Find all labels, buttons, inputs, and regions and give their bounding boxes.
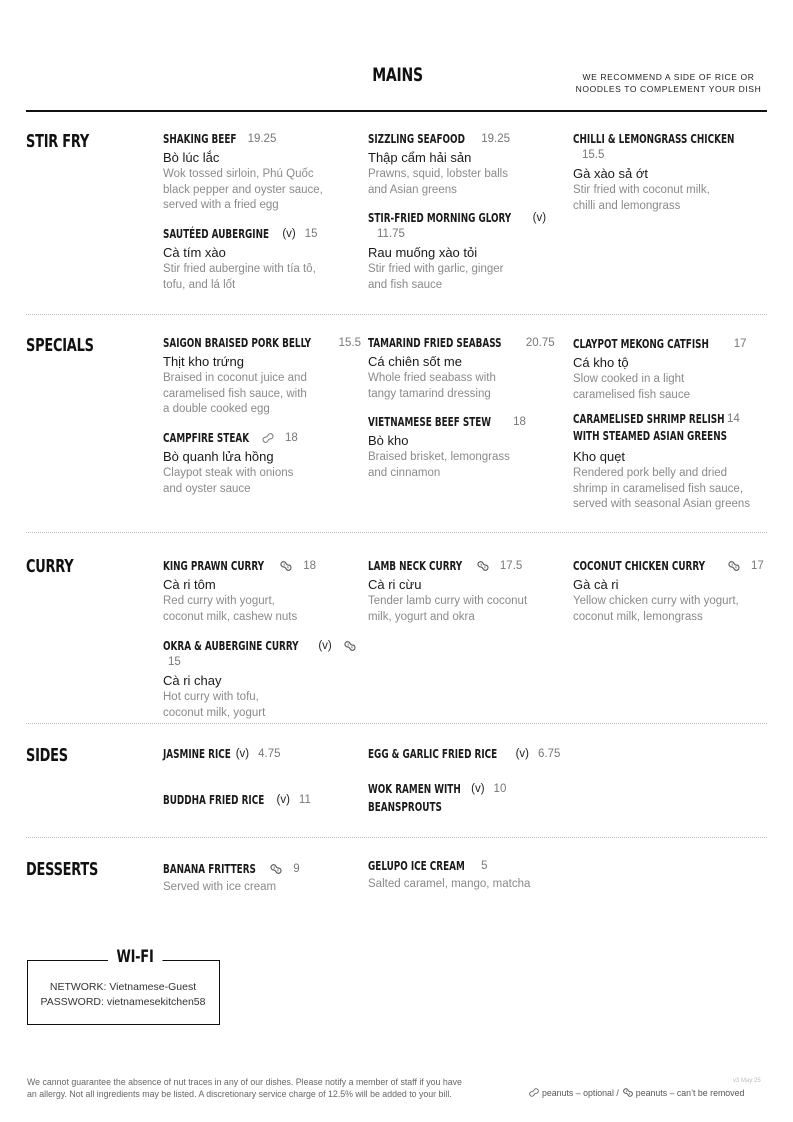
dish-price: 15.5 (582, 149, 605, 161)
vegetarian-mark: (v) (318, 640, 332, 652)
dish-name: CAMPFIRE STEAK (163, 431, 250, 445)
dish-description (573, 183, 773, 214)
dish-name: SAIGON BRAISED PORK BELLY (163, 336, 312, 350)
dish-morning-glory (368, 210, 578, 293)
peanut-filled-icon (278, 560, 294, 572)
dish-name: TAMARIND FRIED SEABASS (368, 336, 502, 350)
vegetarian-mark: (v) (282, 228, 296, 240)
dish-name: SAUTÉED AUBERGINE (163, 227, 270, 241)
dish-price: 20.75 (525, 337, 555, 349)
dish-price: 19.25 (481, 133, 510, 145)
desc-line: caramelised fish sauce, with (163, 387, 307, 400)
desc-line: Salted caramel, mango, matcha (368, 878, 531, 890)
desc-line: caramelised fish sauce (573, 388, 690, 401)
dish-description (368, 371, 568, 402)
dish-description (368, 594, 578, 625)
dish-wok-ramen (368, 781, 568, 815)
header-rule (26, 110, 767, 112)
peanut-legend (527, 1087, 744, 1098)
dish-description (163, 690, 363, 721)
peanut-outline-icon (527, 1087, 541, 1098)
desc-line: coconut milk, cashew nuts (163, 610, 298, 623)
dish-description (368, 450, 568, 481)
desc-line: Tender lamb curry with coconut (368, 595, 528, 607)
dish-name: LAMB NECK CURRY (368, 559, 463, 573)
dish-name: GELUPO ICE CREAM (368, 859, 465, 873)
dish-viet-name: Gà cà ri (573, 577, 619, 592)
wifi-password: PASSWORD: vietnamesekitchen58 (40, 996, 206, 1008)
dish-price: 18 (285, 432, 298, 444)
dish-viet-name: Cà ri cừu (368, 577, 422, 592)
legend-required: peanuts – can’t be removed (635, 1087, 745, 1098)
dish-lamb-neck-curry (368, 558, 578, 625)
dish-viet-name: Bò quanh lửa hồng (163, 449, 274, 464)
dish-name: CHILLI & LEMONGRASS CHICKEN (573, 132, 735, 146)
section-title-specials: SPECIALS (26, 335, 94, 356)
vegetarian-mark: (v) (515, 748, 529, 760)
legend-optional: peanuts – optional / (542, 1087, 619, 1098)
dish-campfire-steak (163, 430, 363, 497)
dish-price: 17 (751, 560, 764, 572)
desc-line: and Asian greens (368, 183, 457, 196)
dish-description (573, 466, 773, 513)
dish-banana-fritters (163, 861, 363, 896)
allergy-note-line-1: We cannot guarantee the absence of nut traces in any of our dishes. Please notify a member of staff if you have (27, 1077, 462, 1087)
dish-name: STIR-FRIED MORNING GLORY (368, 211, 512, 225)
section-divider (26, 723, 767, 724)
dish-sizzling-seafood (368, 131, 568, 198)
section-title-curry: CURRY (26, 556, 74, 577)
dish-price: 15 (168, 656, 181, 668)
desc-line: Yellow chicken curry with yogurt, (573, 595, 739, 607)
dish-description (163, 262, 363, 293)
dish-shrimp-relish (573, 412, 773, 513)
dish-name: OKRA & AUBERGINE CURRY (163, 639, 299, 653)
allergy-note-line-2: an allergy. Not all ingredients may be listed. A discretionary service charge of 12.5% will be added to your bill. (27, 1089, 452, 1099)
dish-description (368, 877, 568, 893)
dish-description (573, 594, 773, 625)
dish-mekong-catfish (573, 336, 773, 403)
dish-price: 17 (733, 338, 747, 350)
dish-name: KING PRAWN CURRY (163, 559, 265, 573)
dish-viet-name: Kho quẹt (573, 449, 626, 464)
desc-line: served with seasonal Asian greens (573, 498, 751, 510)
dish-price: 4.75 (258, 748, 281, 760)
desc-line: Stir fried with garlic, ginger (368, 263, 504, 275)
dish-buddha-fried-rice (163, 792, 363, 808)
desc-line: milk, yogurt and okra (368, 610, 475, 623)
dish-name: CLAYPOT MEKONG CATFISH (573, 337, 709, 351)
dish-price: 6.75 (537, 748, 561, 760)
section-title-stir-fry: STIR FRY (26, 131, 89, 152)
desc-line: black pepper and oyster sauce, (163, 183, 323, 196)
dish-name-line-1: CARAMELISED SHRIMP RELISH (573, 412, 725, 426)
desc-line: tangy tamarind dressing (368, 387, 491, 400)
vegetarian-mark: (v) (532, 212, 547, 224)
dish-price: 5 (481, 860, 488, 872)
dish-egg-garlic-fried-rice (368, 746, 568, 762)
dish-description (163, 880, 363, 896)
dish-price: 18 (513, 416, 526, 428)
dish-coconut-chicken-curry (573, 558, 773, 625)
desc-line: Red curry with yogurt, (163, 595, 275, 607)
dish-viet-name: Bò kho (368, 433, 409, 448)
dish-okra-aubergine-curry (163, 638, 363, 721)
dish-viet-name: Cà ri chay (163, 673, 222, 688)
peanut-filled-icon (726, 560, 742, 572)
desc-line: Prawns, squid, lobster balls (368, 168, 508, 180)
dish-price: 14 (727, 413, 740, 425)
dish-chilli-lemongrass-chicken (573, 131, 773, 214)
desc-line: and oyster sauce (163, 482, 251, 495)
dish-viet-name: Cà ri tôm (163, 577, 216, 592)
dish-saigon-pork-belly (163, 335, 363, 418)
peanut-filled-icon (342, 640, 358, 652)
desc-line: shrimp in caramelised fish sauce, (573, 482, 744, 495)
dish-description (163, 167, 363, 214)
dish-gelupo-ice-cream (368, 858, 568, 893)
dish-shaking-beef (163, 131, 363, 214)
desc-line: coconut milk, yogurt (163, 706, 266, 719)
section-title-desserts: DESSERTS (26, 859, 99, 880)
recommend-note (566, 71, 771, 95)
vegetarian-mark: (v) (471, 783, 485, 795)
desc-line: coconut milk, lemongrass (573, 610, 703, 623)
desc-line: Rendered pork belly and dried (573, 467, 728, 479)
dish-price: 11.75 (377, 228, 405, 240)
dish-price: 19.25 (247, 133, 277, 145)
dish-viet-name: Cá kho tộ (573, 355, 629, 370)
peanut-filled-icon (475, 560, 491, 572)
dish-head (573, 412, 773, 446)
dish-name: JASMINE RICE (163, 747, 231, 761)
dish-tamarind-seabass (368, 335, 568, 402)
dish-name: BUDDHA FRIED RICE (163, 793, 265, 807)
desc-line: Braised brisket, lemongrass (368, 451, 510, 463)
desc-line: and fish sauce (368, 278, 443, 291)
vegetarian-mark: (v) (235, 748, 250, 760)
dish-viet-name: Thập cẩm hải sản (368, 150, 472, 165)
dish-price: 9 (293, 863, 300, 875)
dish-name: SHAKING BEEF (163, 132, 237, 146)
dish-jasmine-rice (163, 746, 363, 762)
dish-description (163, 371, 363, 418)
dish-name: SIZZLING SEAFOOD (368, 132, 465, 146)
desc-line: Braised in coconut juice and (163, 372, 307, 384)
desc-line: Whole fried seabass with (368, 372, 496, 384)
peanut-filled-icon (621, 1087, 635, 1098)
wifi-title: WI-FI (108, 947, 162, 967)
dish-description (573, 372, 773, 403)
dish-name: COCONUT CHICKEN CURRY (573, 559, 706, 573)
desc-line: Slow cooked in a light (573, 373, 685, 385)
dish-viet-name: Cà tím xào (163, 245, 226, 260)
dish-name: EGG & GARLIC FRIED RICE (368, 747, 498, 761)
dish-viet-name: Bò lúc lắc (163, 150, 220, 165)
desc-line: and cinnamon (368, 466, 441, 479)
desc-line: a double cooked egg (163, 403, 270, 415)
dish-name-line-2: BEANSPROUTS (368, 800, 442, 814)
peanut-filled-icon (268, 863, 284, 875)
wifi-box (27, 947, 220, 1025)
dish-name: BANANA FRITTERS (163, 862, 256, 876)
dish-viet-name: Gà xào sả ớt (573, 166, 649, 181)
dish-sauteed-aubergine (163, 226, 363, 293)
section-divider (26, 837, 767, 838)
dish-price: 10 (493, 783, 507, 795)
page-title: MAINS (372, 64, 423, 86)
desc-line: Stir fried with coconut milk, (573, 184, 710, 196)
desc-line: Hot curry with tofu, (163, 691, 259, 703)
desc-line: Stir fried aubergine with tía tô, (163, 263, 316, 275)
dish-name: VIETNAMESE BEEF STEW (368, 415, 492, 429)
dish-king-prawn-curry (163, 558, 363, 625)
dish-viet-name: Cá chiên sốt me (368, 354, 462, 369)
desc-line: Claypot steak with onions (163, 467, 294, 479)
dish-name-line-2: WITH STEAMED ASIAN GREENS (573, 429, 728, 443)
dish-description (368, 167, 568, 198)
dish-price: 17.5 (499, 560, 523, 572)
desc-line: tofu, and lá lốt (163, 278, 236, 291)
desc-line: Wok tossed sirloin, Phú Quốc (163, 168, 314, 180)
desc-line: served with a fried egg (163, 199, 279, 211)
allergy-note (27, 1076, 517, 1100)
recommend-line-1: WE RECOMMEND A SIDE OF RICE OR (582, 72, 755, 82)
dish-viet-name: Rau muống xào tỏi (368, 245, 478, 260)
dish-description (163, 466, 363, 497)
wifi-network: NETWORK: Vietnamese-Guest (49, 981, 197, 993)
dish-description (163, 594, 363, 625)
dish-viet-name: Thịt kho trứng (163, 354, 244, 369)
recommend-line-2: NOODLES TO COMPLEMENT YOUR DISH (575, 84, 762, 94)
dish-price: 18 (303, 560, 317, 572)
version-label: v3 May 25 (733, 1078, 761, 1084)
section-divider (26, 314, 767, 315)
desc-line: chilli and lemongrass (573, 199, 681, 212)
desc-line: Served with ice cream (163, 881, 277, 893)
section-title-sides: SIDES (26, 745, 68, 766)
peanut-outline-icon (260, 432, 276, 444)
dish-price: 11 (298, 794, 311, 806)
dish-name: WOK RAMEN WITH (368, 782, 461, 796)
dish-price: 15 (304, 228, 318, 240)
section-divider (26, 532, 767, 533)
dish-description (368, 262, 578, 293)
vegetarian-mark: (v) (276, 794, 290, 806)
dish-vietnamese-beef-stew (368, 414, 568, 481)
dish-price: 15.5 (338, 337, 361, 349)
